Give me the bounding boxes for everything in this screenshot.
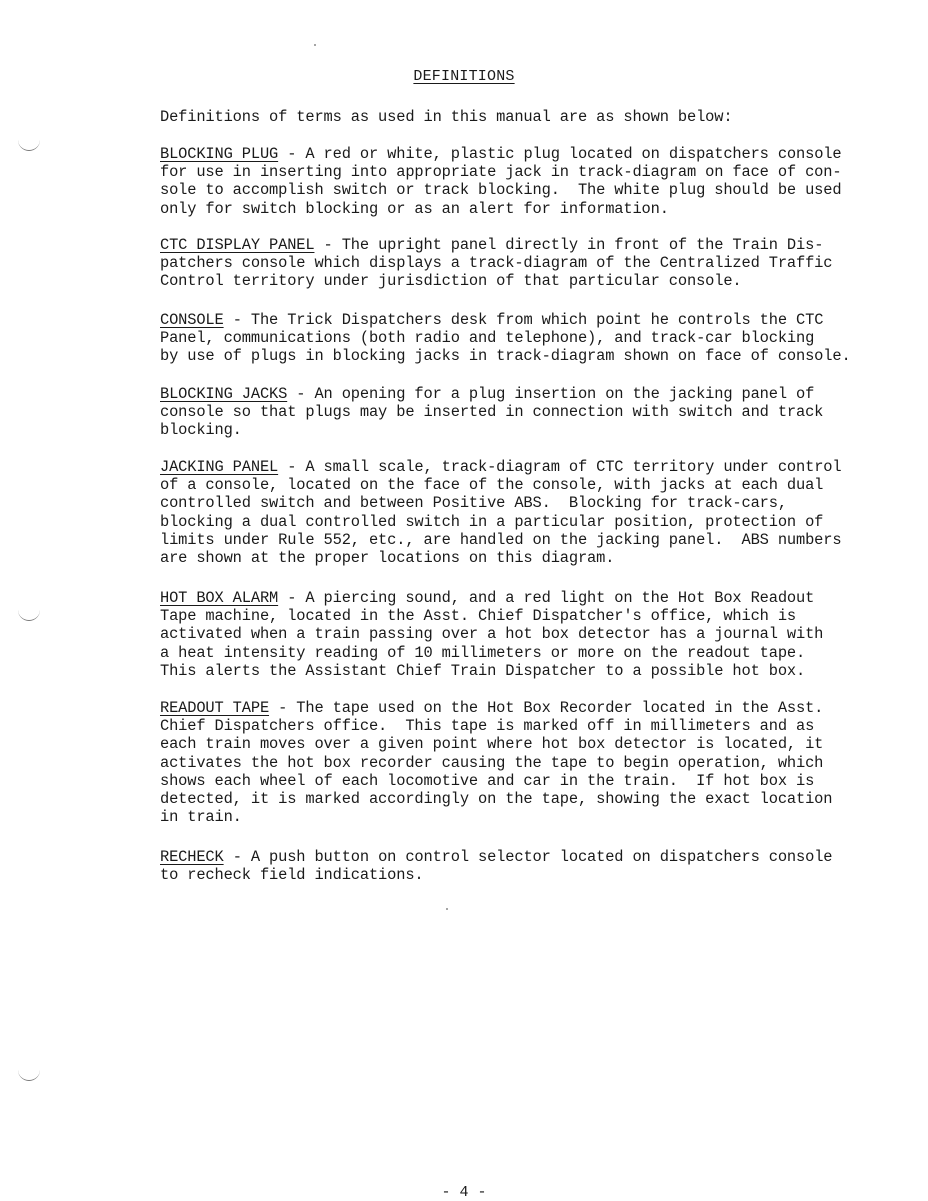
definition-entry [160, 311, 870, 366]
definition-entry [160, 385, 870, 440]
definition-line: controlled switch and between Positive ABS. Blocking for track-cars, [160, 494, 787, 513]
definition-line: - A push button on control selector located on dispatchers console [223, 848, 833, 866]
definition-line: limits under Rule 552, etc., are handled on the jacking panel. ABS numbers [160, 530, 842, 549]
page-number: - 4 - [441, 1184, 487, 1201]
definition-line: of a console, located on the face of the console, with jacks at each dual [160, 476, 824, 495]
definition-line: detected, it is marked accordingly on the tape, showing the exact location [160, 790, 833, 809]
definition-line: Control territory under jurisdiction of that particular console. [160, 272, 742, 291]
definition-term: CTC DISPLAY PANEL [160, 236, 315, 254]
definition-term: READOUT TAPE [160, 699, 270, 717]
page-title-text: DEFINITIONS [413, 68, 515, 85]
definition-term: RECHECK [160, 848, 224, 866]
page-title [0, 68, 928, 85]
definition-line: in train. [160, 808, 242, 827]
definition-entry [160, 848, 870, 884]
definition-line: - A small scale, track-diagram of CTC territory under control [278, 458, 842, 476]
definition-line: to recheck field indications. [160, 866, 424, 885]
definition-line: console so that plugs may be inserted in connection with switch and track [160, 403, 824, 422]
definition-line: activated when a train passing over a hot box detector has a journal with [160, 625, 824, 644]
definition-entry [160, 236, 870, 291]
definition-line: sole to accomplish switch or track blocking. The white plug should be used [160, 181, 842, 200]
definition-term: BLOCKING PLUG [160, 145, 279, 163]
definition-line: - The upright panel directly in front of the Train Dis- [314, 236, 824, 254]
definition-line: - The Trick Dispatchers desk from which point he controls the CTC [223, 311, 824, 329]
definition-line: - A red or white, plastic plug located on dispatchers console [278, 145, 842, 163]
definition-line: blocking a dual controlled switch in a particular position, protection of [160, 512, 824, 531]
definition-entry [160, 145, 870, 218]
binder-hole-mark [18, 136, 40, 151]
definition-line: by use of plugs in blocking jacks in track-diagram shown on face of console. [160, 347, 851, 366]
definition-term: CONSOLE [160, 311, 224, 329]
definition-line: each train moves over a given point where hot box detector is located, it [160, 735, 824, 754]
binder-hole-mark [18, 606, 40, 621]
binder-hole-mark [18, 1066, 40, 1081]
definition-line: Panel, communications (both radio and telephone), and track-car blocking [160, 329, 815, 348]
definition-line: are shown at the proper locations on this diagram. [160, 549, 615, 568]
definition-line: - An opening for a plug insertion on the jacking panel of [287, 385, 815, 403]
paper-speck [314, 44, 316, 46]
definition-line: a heat intensity reading of 10 millimeters or more on the readout tape. [160, 643, 806, 662]
definition-line: patchers console which displays a track-diagram of the Centralized Traffic [160, 254, 833, 273]
definition-term: HOT BOX ALARM [160, 589, 279, 607]
definition-entry [160, 589, 870, 680]
definition-term: BLOCKING JACKS [160, 385, 288, 403]
definition-entry [160, 458, 870, 567]
definition-line: for use in inserting into appropriate jack in track-diagram on face of con- [160, 163, 842, 182]
definition-line: shows each wheel of each locomotive and car in the train. If hot box is [160, 771, 815, 790]
definition-line: activates the hot box recorder causing the tape to begin operation, which [160, 753, 824, 772]
definition-line: blocking. [160, 421, 242, 440]
definition-term: JACKING PANEL [160, 458, 279, 476]
definition-line: only for switch blocking or as an alert for information. [160, 199, 669, 218]
intro-text: Definitions of terms as used in this manual are as shown below: [160, 108, 733, 126]
paper-speck [446, 908, 448, 910]
definition-line: - The tape used on the Hot Box Recorder located in the Asst. [269, 699, 824, 717]
definition-line: This alerts the Assistant Chief Train Dispatcher to a possible hot box. [160, 661, 806, 680]
definition-line: Chief Dispatchers office. This tape is marked off in millimeters and as [160, 717, 815, 736]
definition-line: Tape machine, located in the Asst. Chief Dispatcher's office, which is [160, 607, 797, 626]
definition-entry [160, 699, 870, 826]
definition-line: - A piercing sound, and a red light on the Hot Box Readout [278, 589, 815, 607]
